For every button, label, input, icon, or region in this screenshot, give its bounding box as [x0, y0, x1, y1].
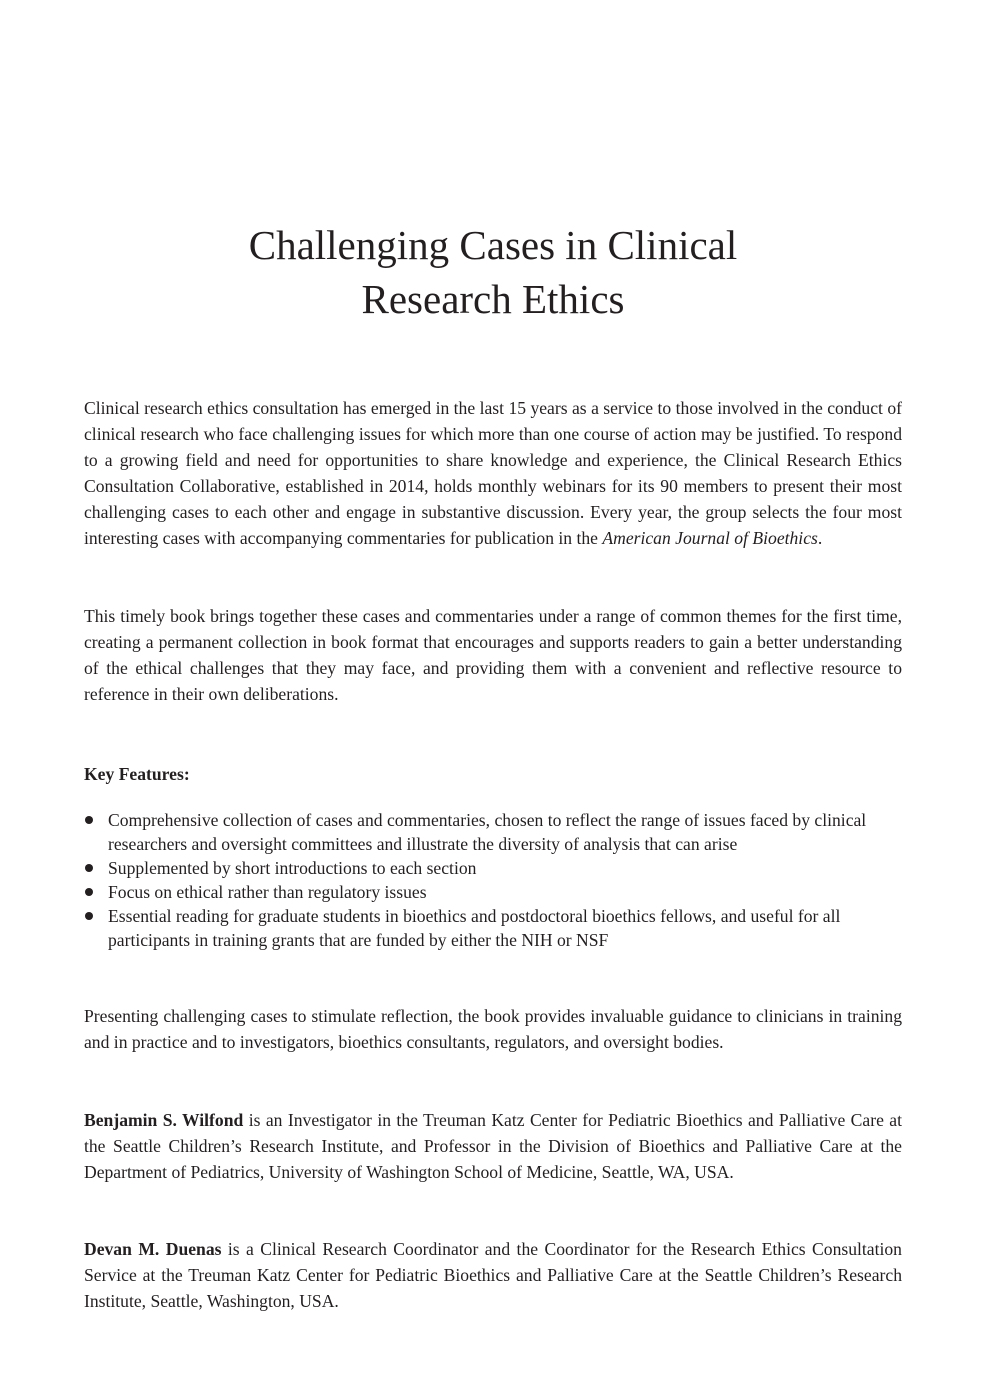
intro-text: Clinical research ethics consultation has emerged in the last 15 years as a service to those involved in the conduct of clinical research who face challenging issues for which more than one course of action may be justified. To respond to a growing field and need for opportunities to share knowledge and experience, the Clinical Research Ethics Consultation Collaborative, established in 2014, holds monthly webinars for its 90 members to present their most challenging cases to each other and engage in substantive discussion. Every year, the group selects the four most interesting cases with accompanying commentaries for publication in the [84, 398, 902, 548]
author-bio-text: is an Investigator in the Treuman Katz Center for Pediatric Bioethics and Palliative Care at the Seattle Children’s Research Institute, and Professor in the Division of Bioethics and Palliative Care at the Department of Pediatrics, University of Washington School of Medicine, Seattle, WA, USA. [84, 1110, 902, 1182]
feature-text: Comprehensive collection of cases and commentaries, chosen to reflect the range of issues faced by clinical researchers and oversight committees and illustrate the diversity of analysis that can arise [108, 810, 867, 854]
author-bio-text: is a Clinical Research Coordinator and the Coordinator for the Research Ethics Consultation Service at the Treuman Katz Center for Pediatric Bioethics and Palliative Care at the Seattle Children’s Research Institute, Seattle, Washington, USA. [84, 1239, 902, 1311]
author-bio-duenas [84, 1236, 902, 1314]
author-bio-wilfond [84, 1107, 902, 1185]
book-title-line-1: Challenging Cases in Clinical [248, 222, 738, 268]
author-name: Benjamin S. Wilfond [84, 1110, 244, 1130]
journal-name: American Journal of Bioethics [602, 528, 818, 548]
list-item [84, 904, 902, 952]
bullet-icon [85, 888, 93, 896]
list-item [84, 808, 902, 856]
summary-paragraph: This timely book brings together these cases and commentaries under a range of common themes for the first time, creating a permanent collection in book format that encourages and supports readers to gain a better understanding of the ethical challenges that they may face, and providing them with a convenient and reflective resource to reference in their own deliberations. [84, 606, 902, 704]
list-item [84, 880, 902, 904]
key-features-list [84, 808, 902, 952]
intro-text-end: . [817, 528, 823, 548]
author-name: Devan M. Duenas [84, 1239, 222, 1259]
feature-text: Focus on ethical rather than regulatory issues [108, 882, 427, 902]
key-features-heading: Key Features: [84, 764, 190, 784]
bullet-icon [85, 912, 93, 920]
closing-paragraph: Presenting challenging cases to stimulate reflection, the book provides invaluable guidance to clinicians in training and in practice and to investigators, bioethics consultants, regulators, and oversight bodies. [84, 1006, 902, 1052]
list-item [84, 856, 902, 880]
book-title [84, 218, 902, 326]
bullet-icon [85, 816, 93, 824]
feature-text: Supplemented by short introductions to each section [108, 858, 477, 878]
book-title-line-2: Research Ethics [361, 276, 625, 322]
bullet-icon [85, 864, 93, 872]
feature-text: Essential reading for graduate students in bioethics and postdoctoral bioethics fellows, and useful for all participants in training grants that are funded by either the NIH or NSF [108, 906, 841, 950]
intro-paragraph [84, 395, 902, 551]
